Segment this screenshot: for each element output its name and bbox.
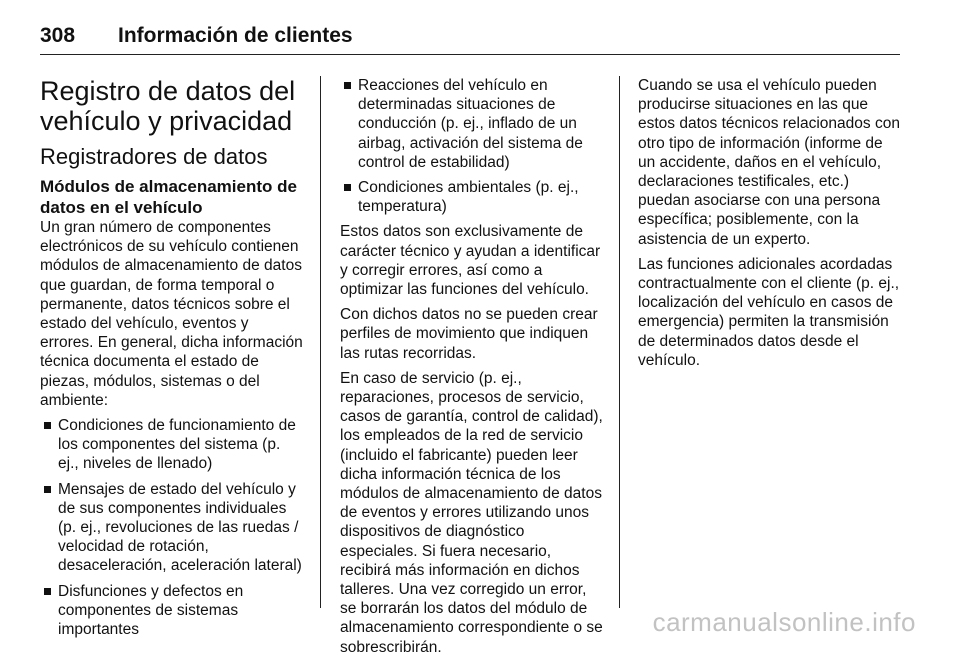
main-heading: Registro de datos del vehículo y privacidad <box>40 76 296 136</box>
list-item: Mensajes de estado del vehículo y de sus componentes individuales (p. ej., revoluciones de las ruedas / velocidad de rotación, desaceleración, aceleración lateral) <box>40 480 304 576</box>
column-3 <box>638 76 902 376</box>
page-header <box>40 18 900 55</box>
bullet-list-1 <box>40 416 304 639</box>
subsection-heading: Módulos de almacenamiento de datos en el vehículo <box>40 177 297 217</box>
page-number: 308 <box>40 24 76 47</box>
column-divider <box>619 76 620 608</box>
column-divider <box>320 76 321 608</box>
list-item: Disfunciones y defectos en componentes de sistemas importantes <box>40 582 304 640</box>
list-item: Condiciones de funcionamiento de los componentes del sistema (p. ej., niveles de llenado) <box>40 416 304 474</box>
bullet-square-icon <box>44 486 51 493</box>
paragraph: Con dichos datos no se pueden crear perfiles de movimiento que indiquen las rutas recorridas. <box>340 306 598 362</box>
bullet-square-icon <box>344 184 351 191</box>
section-title: Información de clientes <box>118 24 353 47</box>
paragraph: En caso de servicio (p. ej., reparaciones, procesos de servicio, casos de garantía, control de calidad), los empleados de la red de servicio (incluido el fabricante) pueden leer dicha información técnica de los módulos de almacenamiento de datos de eventos y errores utilizando unos dispositivos de diagnóstico especiales. Si fuera necesario, recibirá más información en dichos talleres. Una vez corregido un error, se borrarán los datos del módulo de almacenamiento correspondiente o se sobrescribirán. <box>340 369 603 656</box>
list-item: Reacciones del vehículo en determinadas situaciones de conducción (p. ej., inflado de un airbag, activación del sistema de control de estabilidad) <box>340 76 604 172</box>
bullet-square-icon <box>44 422 51 429</box>
column-1 <box>40 76 304 645</box>
bullet-square-icon <box>344 82 351 89</box>
sub-heading: Registradores de datos <box>40 144 268 169</box>
paragraph: Cuando se usa el vehículo pueden producirse situaciones en las que estos datos técnicos relacionados con otro tipo de información (informe de un accidente, daños en el vehículo, declaraciones testificales, etc.) puedan asociarse con una persona específica; posiblemente, con la asistencia de un experto. <box>638 77 900 248</box>
paragraph: Estos datos son exclusivamente de carácter técnico y ayudan a identificar y corregir errores, así como a optimizar las funciones del vehículo. <box>340 223 601 299</box>
list-item: Condiciones ambientales (p. ej., temperatura) <box>340 178 604 216</box>
bullet-square-icon <box>44 588 51 595</box>
watermark: carmanualsonline.info <box>652 607 916 637</box>
column-2 <box>340 76 604 663</box>
intro-paragraph: Un gran número de componentes electrónicos de su vehículo contienen módulos de almacenamiento de datos que guardan, de forma temporal o permanente, datos técnicos sobre el estado del vehículo, eventos y errores. En general, dicha información técnica documenta el estado de piezas, módulos, sistemas o del ambiente: <box>40 219 303 409</box>
bullet-list-2 <box>340 76 604 216</box>
paragraph: Las funciones adicionales acordadas contractualmente con el cliente (p. ej., localización del vehículo en casos de emergencia) permiten la transmisión de determinados datos desde el vehículo. <box>638 255 900 369</box>
